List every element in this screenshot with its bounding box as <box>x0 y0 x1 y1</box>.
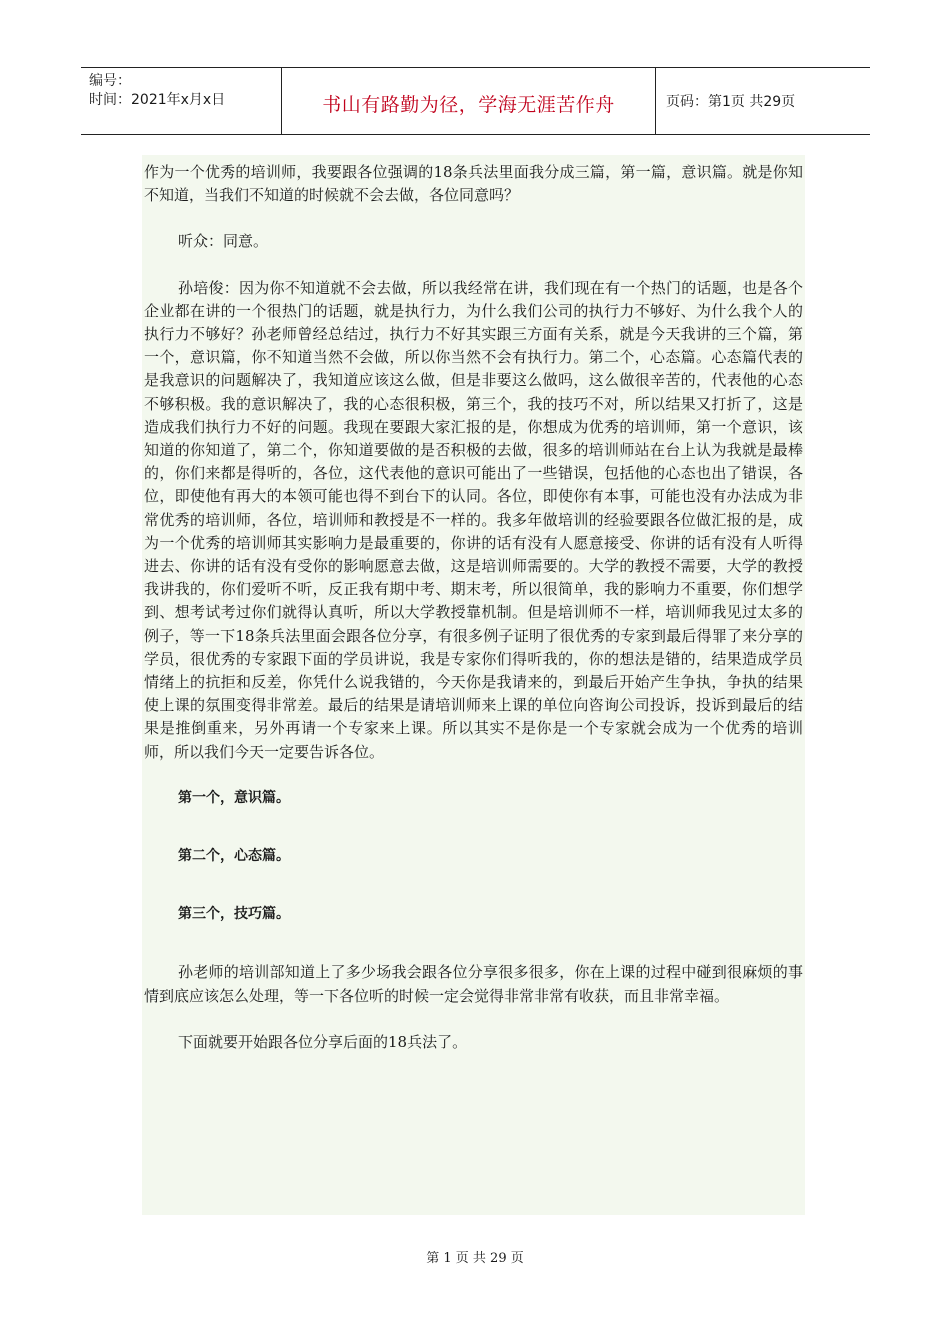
paragraph-transition: 下面就要开始跟各位分享后面的18兵法了。 <box>178 1032 468 1051</box>
header-page-info: 页码：第1页 共29页 <box>666 94 796 110</box>
paragraph-closing: 孙老师的培训部知道上了多少场我会跟各位分享很多很多，你在上课的过程中碰到很麻烦的事情到底应该怎么处理，等一下各位听的时候一定会觉得非常非常有收获，而且非常幸福。 <box>144 963 803 1005</box>
page-footer: 第 1 页 共 29 页 <box>426 1251 524 1266</box>
section-heading-mindset: 第二个，心态篇。 <box>178 848 290 865</box>
paragraph-intro: 作为一个优秀的培训师，我要跟各位强调的18条兵法里面我分成三篇，第一篇，意识篇。就是你知不知道，当我们不知道的时候就不会去做，各位同意吗？ <box>144 163 803 205</box>
section-heading-awareness: 第一个，意识篇。 <box>178 789 290 806</box>
document-body <box>142 155 805 1215</box>
header-meta <box>81 68 282 134</box>
header-motto: 书山有路勤为径，学海无涯苦作舟 <box>282 68 656 134</box>
document-date: 时间：2021年x月x日 <box>89 92 226 108</box>
paragraph-audience: 听众：同意。 <box>178 232 269 251</box>
document-number: 编号： <box>89 73 131 89</box>
section-heading-skills: 第三个，技巧篇。 <box>178 906 290 923</box>
paragraph-main: 孙培俊：因为你不知道就不会去做，所以我经常在讲，我们现在有一个热门的话题，也是各个企业都在讲的一个很热门的话题，就是执行力，为什么我们公司的执行力不够好、为什么我个人的执行力不够好？孙老师曾经总结过，执行力不好其实跟三方面有关系，就是今天我讲的三个篇，第一个，意识篇，你不知道当然不会做，所以你当然不会有执行力。第二个，心态篇。心态篇代表的是我意识的问题解决了，我知道应该这么做，但是非要这么做吗，这么做很辛苦的，代表他的心态不够积极。我的意识解决了，我的心态很积极，第三个，我的技巧不对，所以结果又打折了，这是造成我们执行力不好的问题。我现在要跟大家汇报的是，你想成为优秀的培训师，第一个意识，该知道的你知道了，第二个，你知道要做的是否积极的去做，很多的培训师站在台上认为我就是最棒的，你们来都是得听的，各位，这代表他的意识可能出了一些错误，包括他的心态也出了错误，各位，即使他有再大的本领可能也得不到台下的认同。各位，即使你有本事，可能也没有办法成为非常优秀的培训师，各位，培训师和教授是不一样的。我多年做培训的经验要跟各位做汇报的是，成为一个优秀的培训师其实影响力是最重要的，你讲的话有没有人愿意接受、你讲的话有没有人听得进去、你讲的话有没有受你的影响愿意去做，这是培训师需要的。大学的教授不需要，大学的教授我讲我的，你们爱听不听，反正我有期中考、期末考，所以很简单，我的影响力不重要，你们想学到、想考试考过你们就得认真听，所以大学教授靠机制。但是培训师不一样，培训师我见过太多的例子，等一下18条兵法里面会跟各位分享，有很多例子证明了很优秀的专家到最后得罪了来分享的学员，很优秀的专家跟下面的学员讲说，我是专家你们得听我的，你的想法是错的，结果造成学员情绪上的抗拒和反差，你凭什么说我错的，今天你是我请来的，到最后开始产生争执，争执的结果使上课的氛围变得非常差。最后的结果是请培训师来上课的单位向咨询公司投诉，投诉到最后的结果是推倒重来，另外再请一个专家来上课。所以其实不是你是一个专家就会成为一个优秀的培训师，所以我们今天一定要告诉各位。 <box>144 278 803 761</box>
header-table <box>81 67 870 135</box>
